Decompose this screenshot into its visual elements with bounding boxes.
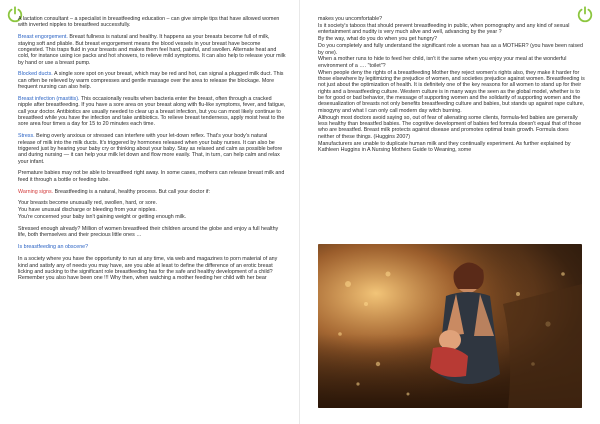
mother-breastfeeding-photo xyxy=(318,244,582,408)
paragraph xyxy=(18,133,286,165)
paragraph xyxy=(18,71,286,90)
paragraph-lead: Breast infection (mastitis). xyxy=(18,95,80,102)
paragraph xyxy=(318,16,586,22)
paragraph xyxy=(318,56,586,69)
paragraph xyxy=(318,70,586,114)
photo-illustration xyxy=(318,244,582,408)
paragraph-lead: Breast engorgement. xyxy=(18,34,68,41)
paragraph xyxy=(18,207,286,213)
paragraph-lead: Stress. xyxy=(18,133,35,140)
paragraph xyxy=(18,16,286,29)
paragraph xyxy=(18,226,286,239)
paragraph-text: Breastfeeding is a natural, healthy process. But call your doctor if: xyxy=(53,188,210,195)
paragraph xyxy=(18,200,286,206)
paragraph xyxy=(318,23,586,36)
paragraph-lead: Blocked ducts. xyxy=(18,71,53,78)
paragraph-text: Is it society's taboos that should prevent breastfeeding in public, when pornography and any kind of sexual entertainment and nudity is very much alive and well, advancing by the year ? xyxy=(318,22,570,36)
left-text-column xyxy=(18,16,286,287)
paragraph-text: Your breasts become unusually red, swollen, hard, or sore. xyxy=(18,200,158,207)
paragraph xyxy=(318,141,586,154)
paragraph-text: When a mother runs to hide to feed her child, isn't it the same when you enjoy your meal at the wonderful environment of a …. "toilet"? xyxy=(318,56,567,69)
paragraph-text: By the way, what do you do when you get hungry? xyxy=(318,36,438,43)
paragraph-text: Breast fullness is natural and healthy. It happens as your breasts become full of milk, staying soft and pliable. But breast engorgement means the blood vessels in your breast have become congested. This traps fluid in your breasts and makes them feel hard, painful, and swollen. Alternate heat and cold, for instance using ice packs and hot showers, to relieve mild symptoms. It can also help to release your milk by hand or use a breast pump. xyxy=(18,34,286,66)
paragraph xyxy=(18,170,286,183)
paragraph-lead: Warning signs. xyxy=(18,188,54,195)
paragraph-text: Being overly anxious or stressed can interfere with your let-down reflex. That's your body's natural release of milk into the milk ducts. It's triggered by hormones released when your baby nurses. It can also be triggered just by hearing your baby cry or thinking about your baby. Stay as relaxed and calm as possible before and during nursing — it can help your milk let down and flow more easily. That, in turn, can help calm and relax your infant. xyxy=(18,133,283,165)
paragraph-text: A single sore spot on your breast, which may be red and hot, can signal a plugged milk duct. This can often be relieved by warm compresses and gentle massage over the area to release the blockage. More frequent nursing can also help. xyxy=(18,71,284,91)
paragraph xyxy=(18,214,286,220)
paragraph-text: You have unusual discharge or bleeding from your nipples. xyxy=(18,207,157,214)
paragraph-text: Stressed enough already? Million of women breastfeed their children around the globe and enjoy a full healthy life, both themselves and their precious little ones … xyxy=(18,226,279,239)
paragraph-text: When people deny the rights of a breastfeeding Mother they reject women's rights also, they make it harder for those elsewhere by legitimizing the prejudice of women, and societies prejudice against women. Breastfeeding is not just about the optimization of health. It is definitely one of the key reasons for all women to stand up for their rights and a breastfeeding culture. Western culture is in many ways the seen as the global model, whether is to be for good or bad behavior, the message of supporting women and the solidarity of supporting women and the desexualization of breasts not only benefits breastfeeding culture and babies, but stands up against rape culture, misogyny and what I can only call modern day witch burning. xyxy=(318,69,585,114)
paragraph xyxy=(318,43,586,56)
paragraph-text: A lactation consultant – a specialist in breastfeeding education – can give simple tips that have allowed women with inverted nipples to breastfeed successfully. xyxy=(18,16,280,29)
paragraph xyxy=(318,115,586,140)
paragraph xyxy=(18,244,286,250)
right-page xyxy=(300,0,600,424)
paragraph xyxy=(18,256,286,281)
paragraph-text: You're concerned your baby isn't gaining weight or getting enough milk. xyxy=(18,214,187,221)
paragraph-text: Premature babies may not be able to breastfeed right away. In some cases, mothers can release breast milk and feed it through a bottle or feeding tube. xyxy=(18,170,285,183)
paragraph-text: Do you completely and fully understand the significant role a woman has as a MOTHER? (you have been raised by one). xyxy=(318,43,583,56)
paragraph-text: Manufacturers are unable to duplicate human milk and they continually experiment. As further explained by Kathleen Huggins in A Nursing Mothers Guide to Weaning, some xyxy=(318,140,571,154)
paragraph-text: This occasionally results when bacteria enter the breast, often through a cracked nipple after breastfeeding. If you have a sore area on your breast along with flu-like symptoms, fever, and fatigue, call your doctor. Antibiotics are usually needed to clear up a breast infection, but you can most likely continue to breastfeed while you have the infection and take antibiotics. To relieve breast tenderness, apply moist heat to the sore area four times a day for 15 to 20 minutes each time. xyxy=(18,95,286,128)
paragraph-text: makes you uncomfortable? xyxy=(318,16,383,22)
paragraph-text: Although most doctors avoid saying so, out of fear of alienating some clients, formula-fed babies are generally less healthy than breastfed babies. The cognitive development of babies fed formula doesn't equal that of those who are breastfed. Breast milk protects against disease and promotes optimal brain growth. Formula does neither of these things. (Huggins 2007) xyxy=(318,114,582,140)
paragraph xyxy=(18,96,286,128)
paragraph-lead: Is breastfeeding an obscene? xyxy=(18,244,89,251)
paragraph-text: In a society where you have the opportunity to run at any time, via web and magazines to porn material of any kind and satisfy any of needs you may have, are you able at least to define the difference of an erotic breast licking and sucking to the significant role breastfeeding has for the safe and healthy development of a child? Remember you also have been one !!! Why then, when watching a mother feeding her child with her bear xyxy=(18,256,278,282)
paragraph xyxy=(18,189,286,195)
paragraph xyxy=(18,34,286,66)
paragraph xyxy=(318,36,586,42)
right-text-column xyxy=(318,16,586,159)
